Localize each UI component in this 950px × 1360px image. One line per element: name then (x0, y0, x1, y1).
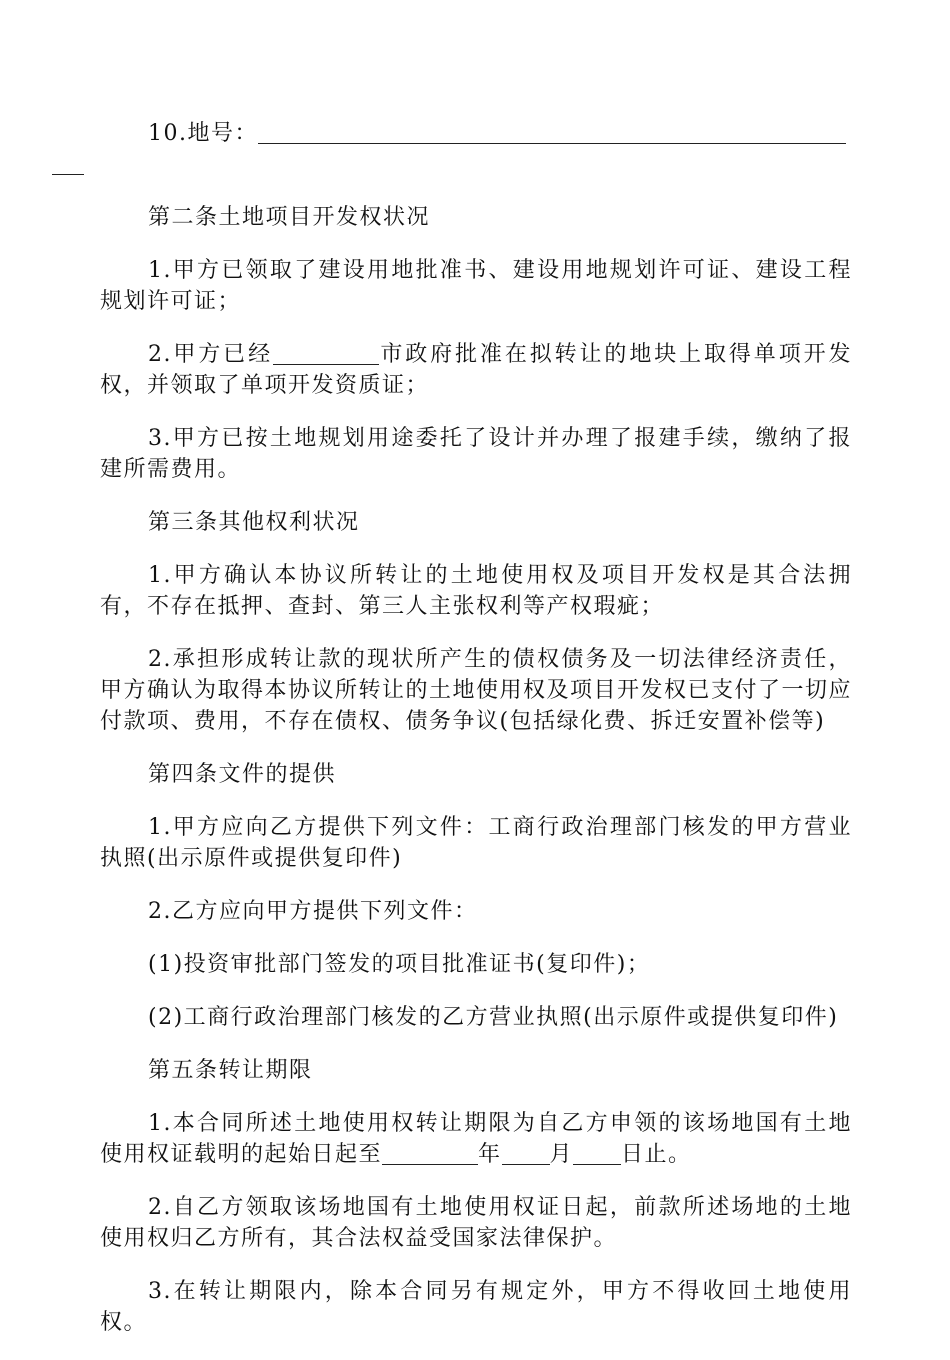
article-5-item-2: 2.自乙方领取该场地国有土地使用权证日起，前款所述场地的土地使用权归乙方所有，其合法权益受国家法律保护。 (100, 1195, 852, 1251)
year-blank (382, 1142, 478, 1165)
day-blank (573, 1142, 621, 1165)
article-5-heading: 第五条转让期限 (148, 1058, 313, 1083)
city-name-blank (273, 342, 379, 365)
article-3-item-2: 2.承担形成转让款的现状所产生的债权债务及一切法律经济责任，甲方确认为取得本协议所转让的土地使用权及项目开发权已支付了一切应付款项、费用，不存在债权、债务争议(包括绿化费、拆迁安置补偿等) (100, 647, 853, 734)
article-3-item-1: 1.甲方确认本协议所转让的土地使用权及项目开发权是其合法拥有，不存在抵押、查封、第三人主张权利等产权瑕疵； (100, 563, 852, 619)
article-4-item-1: 1.甲方应向乙方提供下列文件：工商行政治理部门核发的甲方营业执照(出示原件或提供复印件) (100, 815, 852, 871)
article-5-item-3: 3.在转让期限内，除本合同另有规定外，甲方不得收回土地使用权。 (100, 1279, 852, 1335)
article-2-heading: 第二条土地项目开发权状况 (148, 205, 431, 230)
article-2-item-3: 3.甲方已按土地规划用途委托了设计并办理了报建手续，缴纳了报建所需费用。 (100, 426, 852, 482)
day-label: 日止。 (621, 1142, 692, 1167)
article-2-item-1: 1.甲方已领取了建设用地批准书、建设用地规划许可证、建设工程规划许可证； (100, 258, 852, 314)
month-blank (502, 1142, 550, 1165)
year-label: 年 (478, 1142, 502, 1167)
month-label: 月 (549, 1142, 574, 1167)
article-3-heading: 第三条其他权利状况 (148, 510, 360, 535)
article-5-item-1 (100, 1108, 852, 1170)
article-4-sub-item-1: (1)投资审批部门签发的项目批准证书(复印件)； (148, 952, 651, 977)
document-page (100, 118, 852, 1360)
article-4-heading: 第四条文件的提供 (148, 762, 337, 787)
article-2-item-2-end: 市政府批准在拟转让的地块上取得单项开发权，并领取了单项开发资质证； (100, 342, 852, 398)
land-number-label: 10.地号： (148, 121, 258, 146)
article-4-sub-item-2: (2)工商行政治理部门核发的乙方营业执照(出示原件或提供复印件) (148, 1005, 839, 1030)
land-number-line (100, 118, 852, 180)
article-2-item-2 (100, 339, 852, 401)
land-number-blank-continued (52, 152, 84, 175)
article-4-item-2: 2.乙方应向甲方提供下列文件： (148, 899, 478, 924)
land-number-blank (258, 121, 846, 144)
article-5-item-1-text: 1.本合同所述土地使用权转让期限为自乙方申领的该场地国有土地使用权证载明的起始日起至 (100, 1111, 852, 1167)
article-2-item-2-start: 2.甲方已经 (148, 342, 273, 367)
